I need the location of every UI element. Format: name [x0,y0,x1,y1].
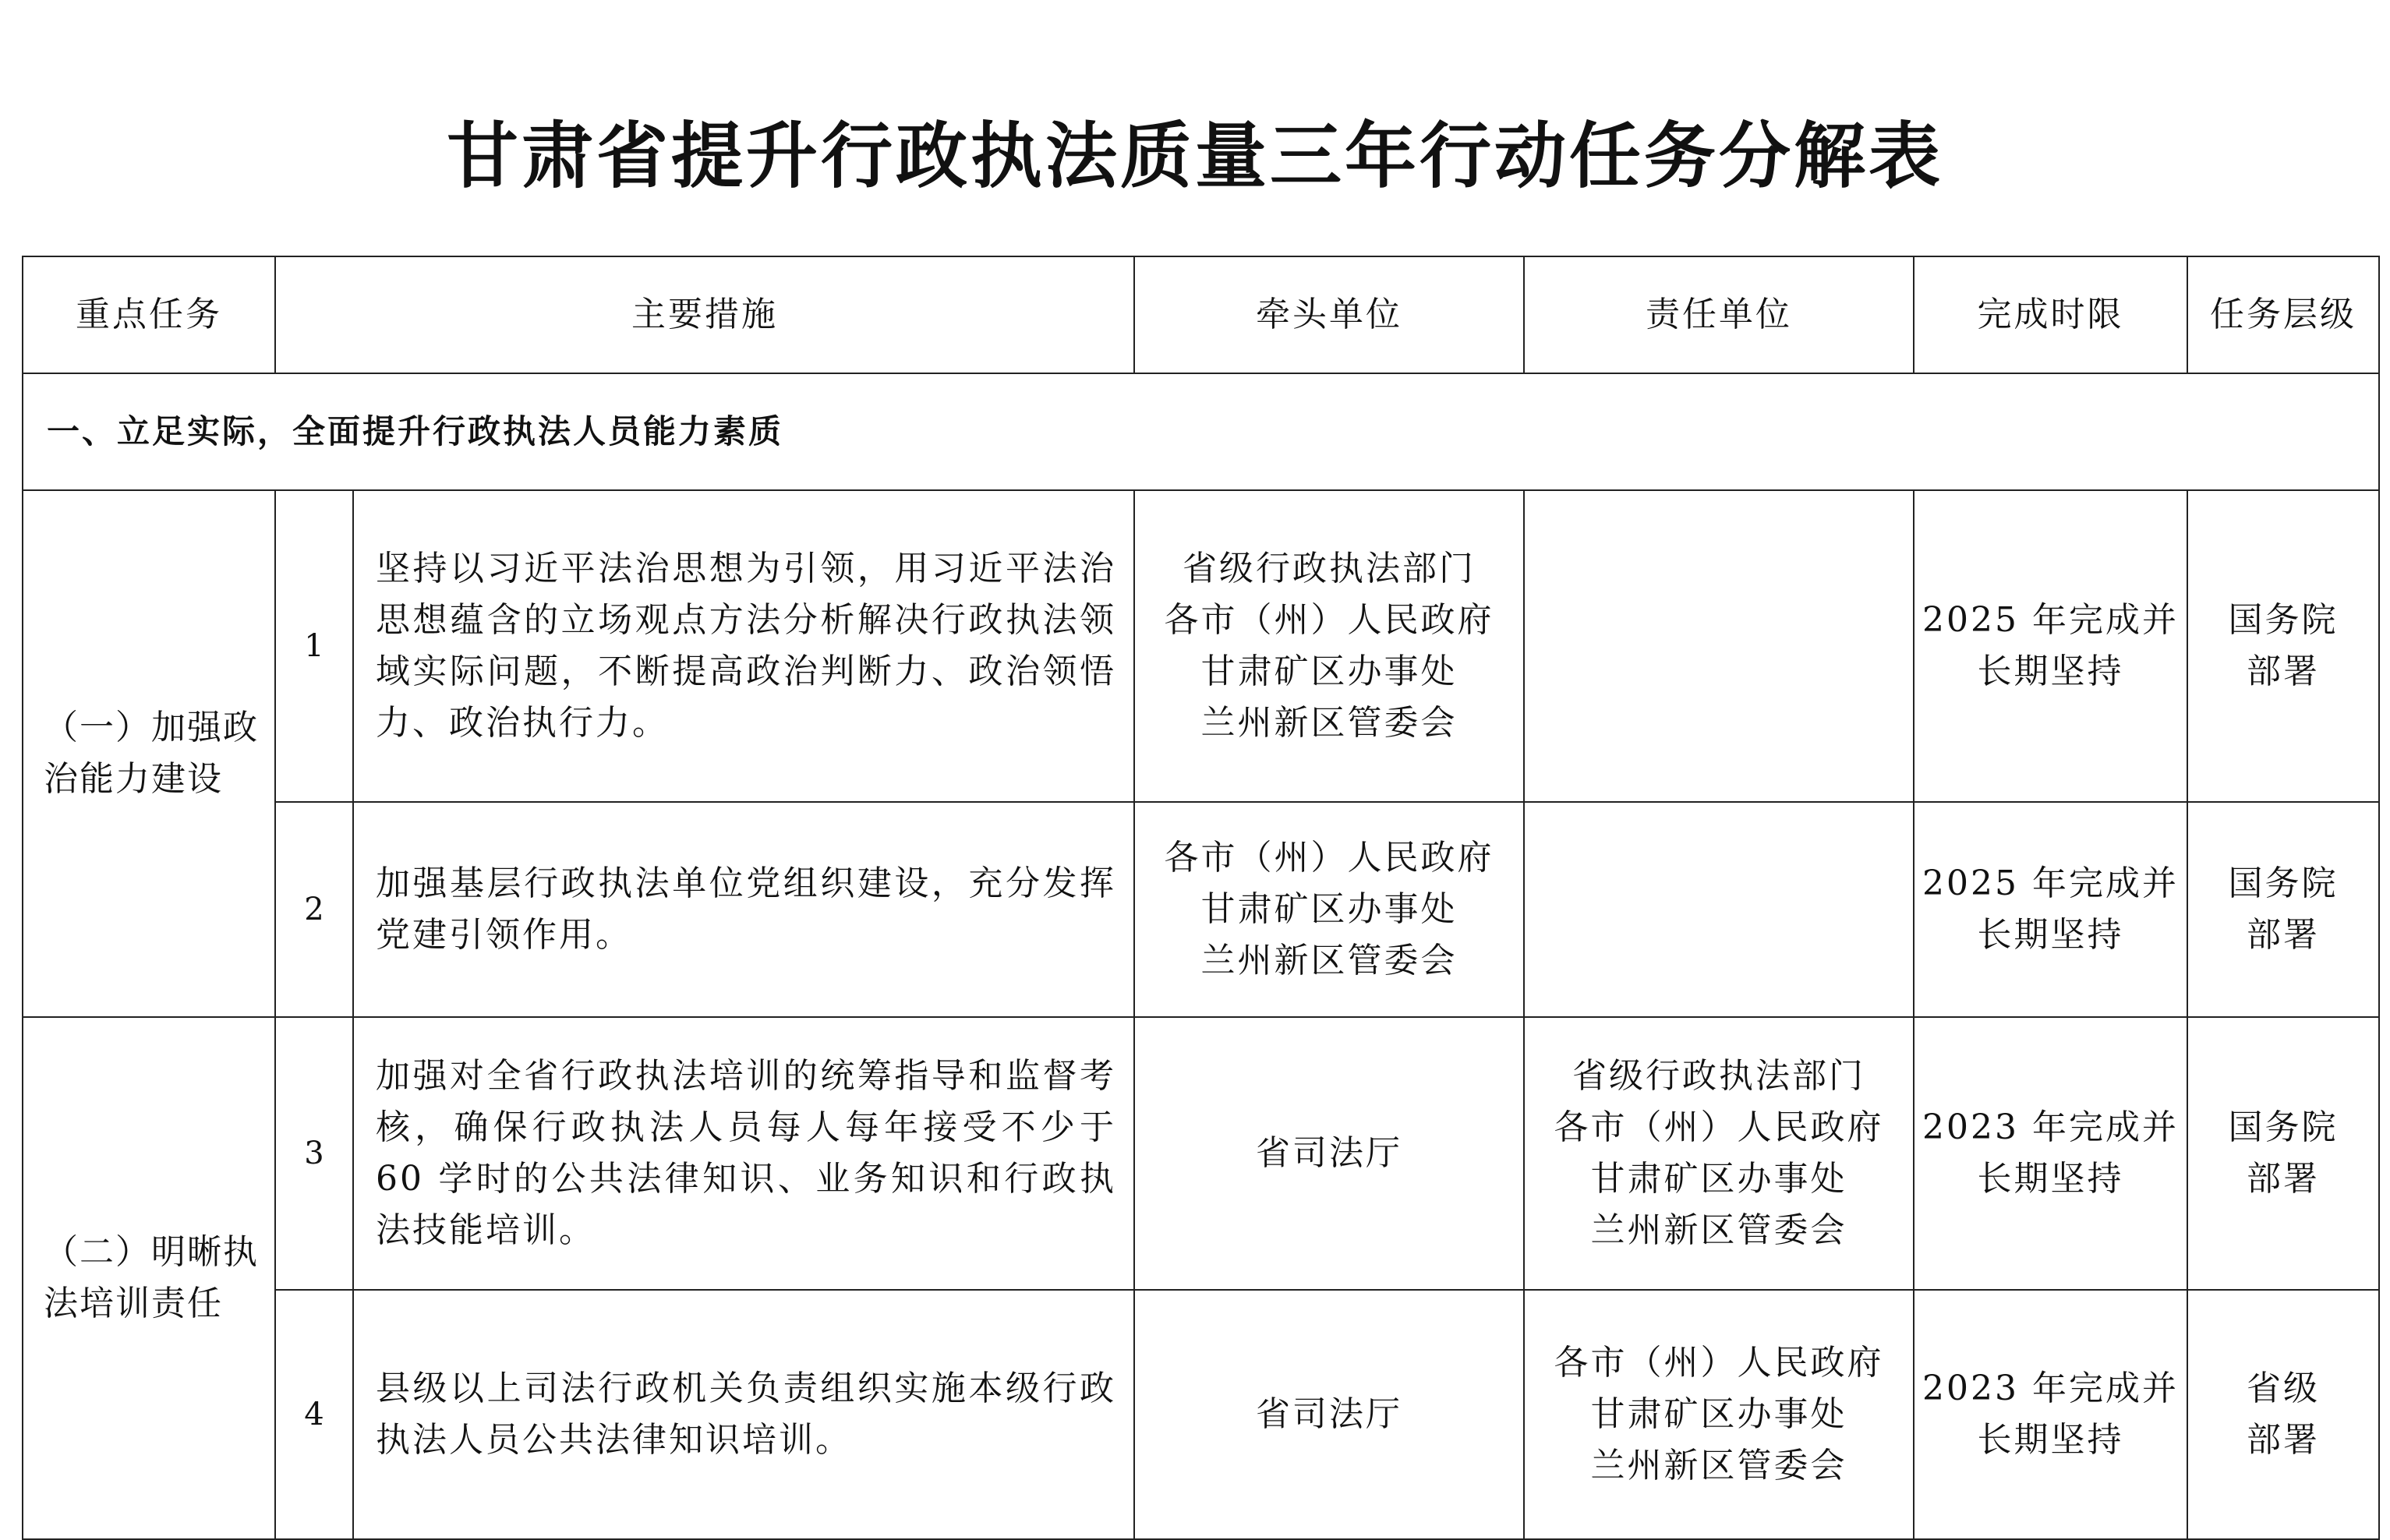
document-title: 甘肃省提升行政执法质量三年行动任务分解表 [446,114,1943,198]
row-number: 4 [275,1290,353,1539]
deadline-line: 长期坚持 [1977,915,2124,955]
header-key-task: 重点任务 [23,256,275,373]
header-resp-unit: 责任单位 [1524,256,1914,373]
level-cell [2187,490,2379,802]
lead-unit-cell [1134,1017,1524,1290]
header-lead-unit: 牵头单位 [1134,256,1524,373]
row-number: 1 [275,490,353,802]
deadline-cell [1914,490,2187,802]
unit-line: 各市（州）人民政府 [1164,600,1494,640]
unit-line: 省级行政执法部门 [1183,549,1476,588]
unit-line: 甘肃矿区办事处 [1200,652,1458,691]
resp-unit-cell [1524,490,1914,802]
key-task-cell [23,1017,275,1539]
resp-unit-cell [1524,1017,1914,1290]
section-row [23,373,2379,490]
resp-unit-cell [1524,1290,1914,1539]
table-row [23,1290,2379,1539]
table-row [23,490,2379,802]
unit-line: 省司法厅 [1256,1133,1402,1173]
measure-text: 坚持以习近平法治思想为引领，用习近平法治思想蕴含的立场观点方法分析解决行政执法领域实际问题，不断提高政治判断力、政治领悟力、政治执行力。 [353,490,1134,802]
unit-line: 兰州新区管委会 [1590,1446,1847,1485]
key-task-line: 治能力建设 [44,759,223,799]
unit-line: 甘肃矿区办事处 [1200,889,1458,929]
unit-line: 兰州新区管委会 [1590,1210,1847,1250]
key-task-line: 法培训责任 [44,1284,223,1323]
unit-line: 兰州新区管委会 [1200,703,1458,743]
lead-unit-cell [1134,1290,1524,1539]
level-cell [2187,802,2379,1017]
level-line: 国务院 [2228,1107,2339,1147]
row-number: 2 [275,802,353,1017]
level-line: 国务院 [2228,600,2339,640]
deadline-line: 2025 年完成并 [1922,600,2179,640]
header-measures: 主要措施 [275,256,1134,373]
measure-text: 加强基层行政执法单位党组织建设，充分发挥党建引领作用。 [353,802,1134,1017]
unit-line: 甘肃矿区办事处 [1590,1394,1847,1434]
header-deadline: 完成时限 [1914,256,2187,373]
key-task-line: （一）加强政 [44,708,259,747]
deadline-cell [1914,1290,2187,1539]
deadline-cell [1914,802,2187,1017]
deadline-line: 2023 年完成并 [1922,1369,2179,1408]
level-line: 部署 [2246,1159,2320,1199]
section-heading: 一、立足实际，全面提升行政执法人员能力素质 [23,373,2379,490]
measure-text: 加强对全省行政执法培训的统筹指导和监督考核，确保行政执法人员每人每年接受不少于 60 学时的公共法律知识、业务知识和行政执法技能培训。 [353,1017,1134,1290]
row-number: 3 [275,1017,353,1290]
deadline-line: 长期坚持 [1977,1159,2124,1199]
unit-line: 各市（州）人民政府 [1164,838,1494,878]
unit-line: 省司法厅 [1256,1394,1402,1434]
lead-unit-cell [1134,490,1524,802]
key-task-line: （二）明晰执 [44,1232,259,1272]
deadline-line: 2025 年完成并 [1922,864,2179,903]
unit-line: 甘肃矿区办事处 [1590,1159,1847,1199]
table-row [23,1017,2379,1290]
level-line: 部署 [2246,652,2320,691]
level-line: 省级 [2246,1369,2320,1408]
header-row [23,256,2379,373]
key-task-cell [23,490,275,1017]
measure-text: 县级以上司法行政机关负责组织实施本级行政执法人员公共法律知识培训。 [353,1290,1134,1539]
deadline-line: 长期坚持 [1977,652,2124,691]
level-cell [2187,1017,2379,1290]
unit-line: 各市（州）人民政府 [1554,1343,1884,1383]
level-line: 部署 [2246,915,2320,955]
unit-line: 各市（州）人民政府 [1554,1107,1884,1147]
unit-line: 省级行政执法部门 [1572,1056,1865,1096]
level-line: 国务院 [2228,864,2339,903]
header-level: 任务层级 [2187,256,2379,373]
resp-unit-cell [1524,802,1914,1017]
level-cell [2187,1290,2379,1539]
deadline-cell [1914,1017,2187,1290]
lead-unit-cell [1134,802,1524,1017]
level-line: 部署 [2246,1420,2320,1460]
table-row [23,802,2379,1017]
deadline-line: 2023 年完成并 [1922,1107,2179,1147]
unit-line: 兰州新区管委会 [1200,941,1458,980]
deadline-line: 长期坚持 [1977,1420,2124,1460]
task-breakdown-table [22,256,2380,1540]
